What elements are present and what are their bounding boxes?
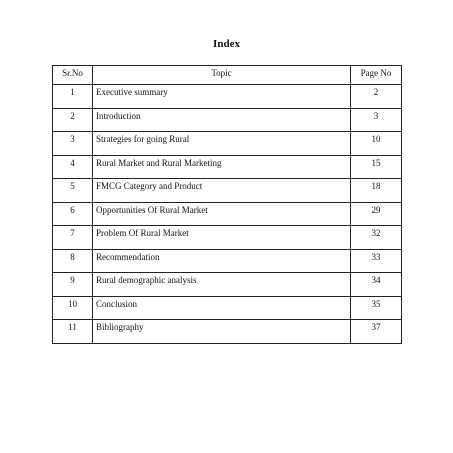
row-sr-no: 7 (53, 226, 93, 250)
row-sr-no: 11 (53, 320, 93, 344)
page-title: Index (213, 38, 240, 50)
row-topic: Strategies for going Rural (93, 132, 351, 156)
row-topic: Executive summary (93, 85, 351, 109)
row-page-no: 10 (351, 132, 402, 156)
row-topic: Recommendation (93, 249, 351, 273)
row-page-no: 3 (351, 108, 402, 132)
table-row (53, 108, 402, 132)
table-row (53, 179, 402, 203)
row-topic: Opportunities Of Rural Market (93, 202, 351, 226)
row-page-no: 29 (351, 202, 402, 226)
row-sr-no: 6 (53, 202, 93, 226)
row-sr-no: 4 (53, 155, 93, 179)
header-topic: Topic (93, 66, 351, 85)
row-topic: FMCG Category and Product (93, 179, 351, 203)
table-row (53, 320, 402, 344)
row-sr-no: 2 (53, 108, 93, 132)
row-sr-no: 8 (53, 249, 93, 273)
row-topic: Bibliography (93, 320, 351, 344)
table-row (53, 273, 402, 297)
row-page-no: 2 (351, 85, 402, 109)
row-sr-no: 1 (53, 85, 93, 109)
row-page-no: 15 (351, 155, 402, 179)
header-sr-no: Sr.No (53, 66, 93, 85)
row-page-no: 33 (351, 249, 402, 273)
row-sr-no: 5 (53, 179, 93, 203)
table-row (53, 202, 402, 226)
row-page-no: 34 (351, 273, 402, 297)
table-row (53, 249, 402, 273)
table-header-row (53, 66, 402, 85)
table-row (53, 132, 402, 156)
header-page-no: Page No (351, 66, 402, 85)
row-page-no: 37 (351, 320, 402, 344)
row-topic: Introduction (93, 108, 351, 132)
table-row (53, 296, 402, 320)
row-sr-no: 3 (53, 132, 93, 156)
table-row (53, 226, 402, 250)
row-page-no: 32 (351, 226, 402, 250)
row-topic: Rural Market and Rural Marketing (93, 155, 351, 179)
table-row (53, 155, 402, 179)
row-topic: Problem Of Rural Market (93, 226, 351, 250)
table-row (53, 85, 402, 109)
row-page-no: 18 (351, 179, 402, 203)
row-sr-no: 10 (53, 296, 93, 320)
row-sr-no: 9 (53, 273, 93, 297)
row-topic: Conclusion (93, 296, 351, 320)
row-topic: Rural demographic analysis (93, 273, 351, 297)
row-page-no: 35 (351, 296, 402, 320)
index-table (52, 65, 402, 344)
